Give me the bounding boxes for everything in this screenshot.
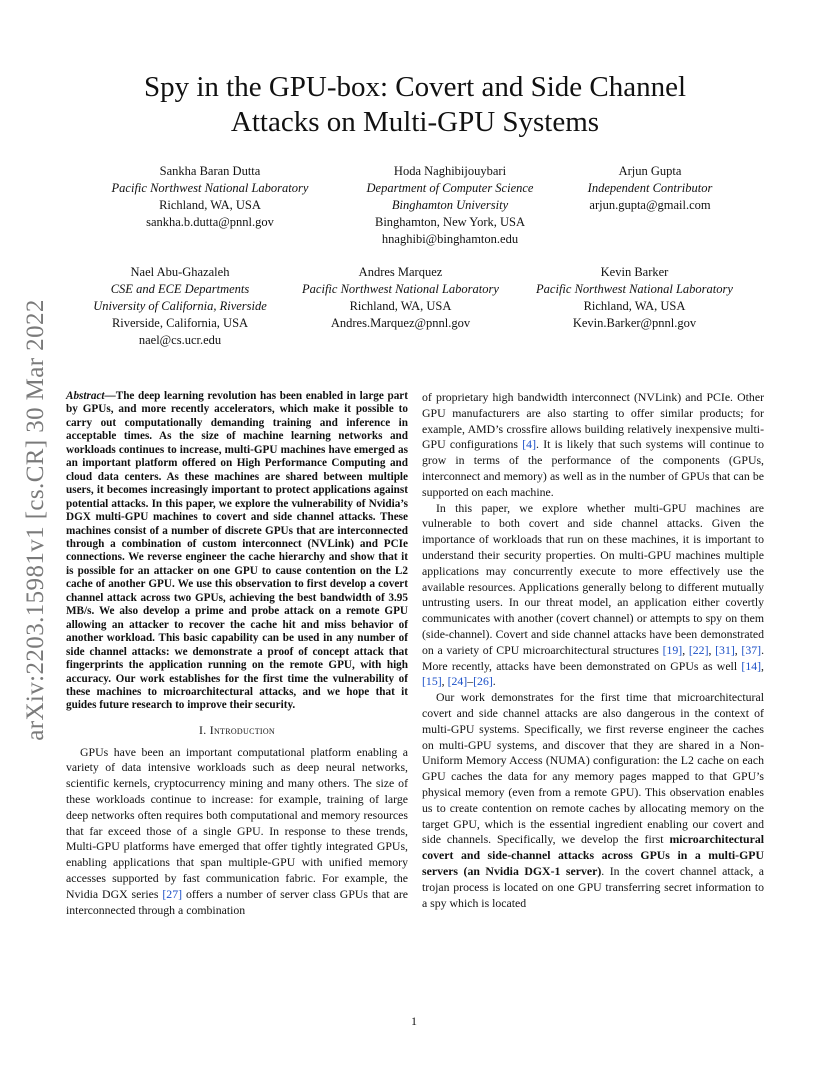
author-name: Hoda Naghibijouybari (393, 164, 507, 178)
separator: , (734, 642, 742, 657)
author-email: arjun.gupta@gmail.com (589, 198, 711, 212)
author-block (570, 163, 730, 214)
citation-link[interactable]: [26] (473, 674, 493, 689)
author-location: Richland, WA, USA (583, 299, 686, 313)
title-line-1: Spy in the GPU-box: Covert and Side Channel (143, 71, 687, 103)
author-block (75, 264, 285, 349)
intro-paragraph (422, 501, 764, 691)
paragraph-text: . In the covert channel attack, a trojan process is located on one GPU transferring secret information to a spy which is located (422, 863, 765, 910)
citation-link[interactable]: [14] (741, 658, 762, 673)
author-location: Richland, WA, USA (349, 299, 452, 313)
citation-link[interactable]: [31] (715, 642, 735, 657)
citation-link[interactable]: [37] (741, 642, 762, 657)
intro-paragraph (66, 745, 408, 919)
abstract (66, 390, 408, 713)
citation-link[interactable]: [27] (162, 886, 183, 901)
arxiv-id-text: arXiv:2203.15981v1 [cs.CR] 30 Mar 2022 (22, 299, 50, 741)
author-block (288, 264, 513, 332)
author-affiliation: Pacific Northwest National Laboratory (111, 181, 309, 195)
author-name: Arjun Gupta (618, 164, 682, 178)
author-block (522, 264, 747, 332)
paragraph-text: In this paper, we explore whether multi-GPU machines are vulnerable to both covert and side channel attacks. Given the importance of workloads that run on these machines, it is important to understand their security properties. On multi-GPU machines multiple applications may concurrently execute to more effectively use the available resources. Applications generally belong to different mutually untrusting users. In our threat model, an application either covertly communicates with another (covert channel) or attempts to spy on them (side-channel). Covert and side channel attacks have been demonstrated on a variety of CPU microarchitectural structures (422, 500, 764, 657)
author-name: Sankha Baran Dutta (159, 164, 261, 178)
author-affiliation: Pacific Northwest National Laboratory (302, 282, 499, 296)
title-line-2: Attacks on Multi-GPU Systems (230, 106, 600, 138)
left-column (66, 390, 408, 918)
author-location: Riverside, California, USA (111, 316, 249, 330)
author-location: Richland, WA, USA (159, 198, 261, 212)
intro-paragraph (422, 690, 764, 911)
author-email: Andres.Marquez@pnnl.gov (330, 316, 471, 330)
author-affiliation: Department of Computer Science (366, 181, 534, 195)
intro-paragraph (422, 390, 764, 501)
author-email: hnaghibi@binghamton.edu (381, 232, 519, 246)
author-affiliation: Independent Contributor (587, 181, 713, 195)
author-name: Kevin Barker (600, 265, 669, 279)
abstract-label: Abstract (66, 390, 105, 402)
citation-link[interactable]: [22] (688, 642, 709, 657)
citation-link[interactable]: [15] (422, 674, 442, 689)
author-location: Binghamton, New York, USA (374, 215, 525, 229)
author-affiliation-2: University of California, Riverside (93, 299, 267, 313)
paragraph-text: of proprietary high bandwidth interconnect (NVLink) and PCIe. Other GPU manufacturers are also starting to offer similar products; for example, AMD’s crossfire allows building relatively inexpensive multi-GPU configurations (422, 390, 764, 452)
separator: , (761, 658, 764, 673)
right-column (422, 390, 764, 911)
author-affiliation: CSE and ECE Departments (110, 282, 250, 296)
paragraph-text: . It is likely that such systems will continue to grow in terms of the performance of the components (GPUs, interconnect and memory) as well as in the number of GPUs that can be supported on each machine. (422, 437, 764, 499)
author-block (330, 163, 570, 248)
page-number: 1 (411, 1014, 417, 1028)
author-block (95, 163, 325, 231)
author-affiliation: Pacific Northwest National Laboratory (536, 282, 733, 296)
author-name: Andres Marquez (358, 265, 443, 279)
separator: – (467, 674, 474, 689)
author-name: Nael Abu-Ghazaleh (130, 265, 230, 279)
paragraph-text: offers a number of server class GPUs that are interconnected through a combination (66, 886, 408, 917)
paragraph-text: GPUs have been an important computational platform enabling a variety of data intensive workloads such as deep neural networks, scientific kernels, cryptocurrency mining and many others. The size of these workloads continue to increase: for example, training of large deep networks often requires both computational and memory resources that far exceed those of a single GPU. In response to these trends, Multi-GPU platforms have emerged that offer tightly integrated GPUs, enabling applications that span multiple-GPU with unified memory accesses supported by fast communication fabric. For example, the Nvidia DGX series (66, 744, 408, 901)
section-heading: I. Introduction (198, 722, 276, 737)
citation-link[interactable]: [4] (522, 437, 537, 452)
author-affiliation-2: Binghamton University (391, 198, 509, 212)
paragraph-text: . More recently, attacks have been demonstrated on GPUs as well (422, 642, 765, 673)
paper-title (70, 70, 760, 140)
separator: . (492, 674, 496, 689)
separator: , (441, 674, 448, 689)
emphasized-text: microarchitectural covert and side-channel attacks across GPUs in a multi-GPU servers (an Nvidia DGX-1 server) (422, 832, 764, 878)
author-email: sankha.b.dutta@pnnl.gov (146, 215, 274, 229)
paragraph-text: Our work demonstrates for the first time that microarchitectural covert and side channel attacks are also dangerous in the context of multi-GPU systems. Specifically, we first reverse engineer the caches on multi-GPU systems, and discover that they are shared in a Non-Uniform Memory Access (NUMA) configuration: the L2 cache on each GPU caches the data for any memory pages mapped to that GPU’s physical memory (even from a remote GPU). This observation enables us to create contention on remote caches by allocating memory on the target GPU, which is the essential ingredient enabling our covert and side channels. Specifically, we develop the first (422, 690, 764, 847)
abstract-text: —The deep learning revolution has been enabled in large part by GPUs, and more recently accelerators, which make it possible to carry out computationally demanding training and inference in acceptable times. As the size of machine learning networks and workloads continues to increase, multi-GPU machines have emerged as an important platform offered on High Performance Computing and cloud data centers. As these machines are shared between multiple users, it becomes increasingly important to protect applications against potential attacks. In this paper, we explore the vulnerability of Nvidia’s DGX multi-GPU machines to covert and side channel attacks. These machines consist of a number of discrete GPUs that are interconnected through a combination of custom interconnect (NVLink) and PCIe connections. We reverse engineer the cache hierarchy and show that it is possible for an attacker on one GPU to cause contention on the L2 cache of another GPU. We use this observation to first develop a covert channel attack across two GPUs, achieving the best bandwidth of 3.95 MB/s. We also develop a prime and probe attack on a remote GPU allowing an attacker to recover the cache hit and miss behavior of another workload. This basic capability can be used in any number of side channel attacks: we demonstrate a proof of concept attack that fingerprints the application running on the remote GPU, with high accuracy. Our work establishes for the first time the vulnerability of these machines to microarchitectural attacks, and we hope that it guides future research to improve their security. (66, 390, 408, 712)
separator: , (708, 642, 716, 657)
citation-link[interactable]: [24] (447, 674, 468, 689)
separator: , (682, 642, 689, 657)
author-email: Kevin.Barker@pnnl.gov (572, 316, 697, 330)
author-email: nael@cs.ucr.edu (138, 333, 222, 347)
citation-link[interactable]: [19] (662, 642, 683, 657)
arxiv-identifier (16, 280, 56, 760)
